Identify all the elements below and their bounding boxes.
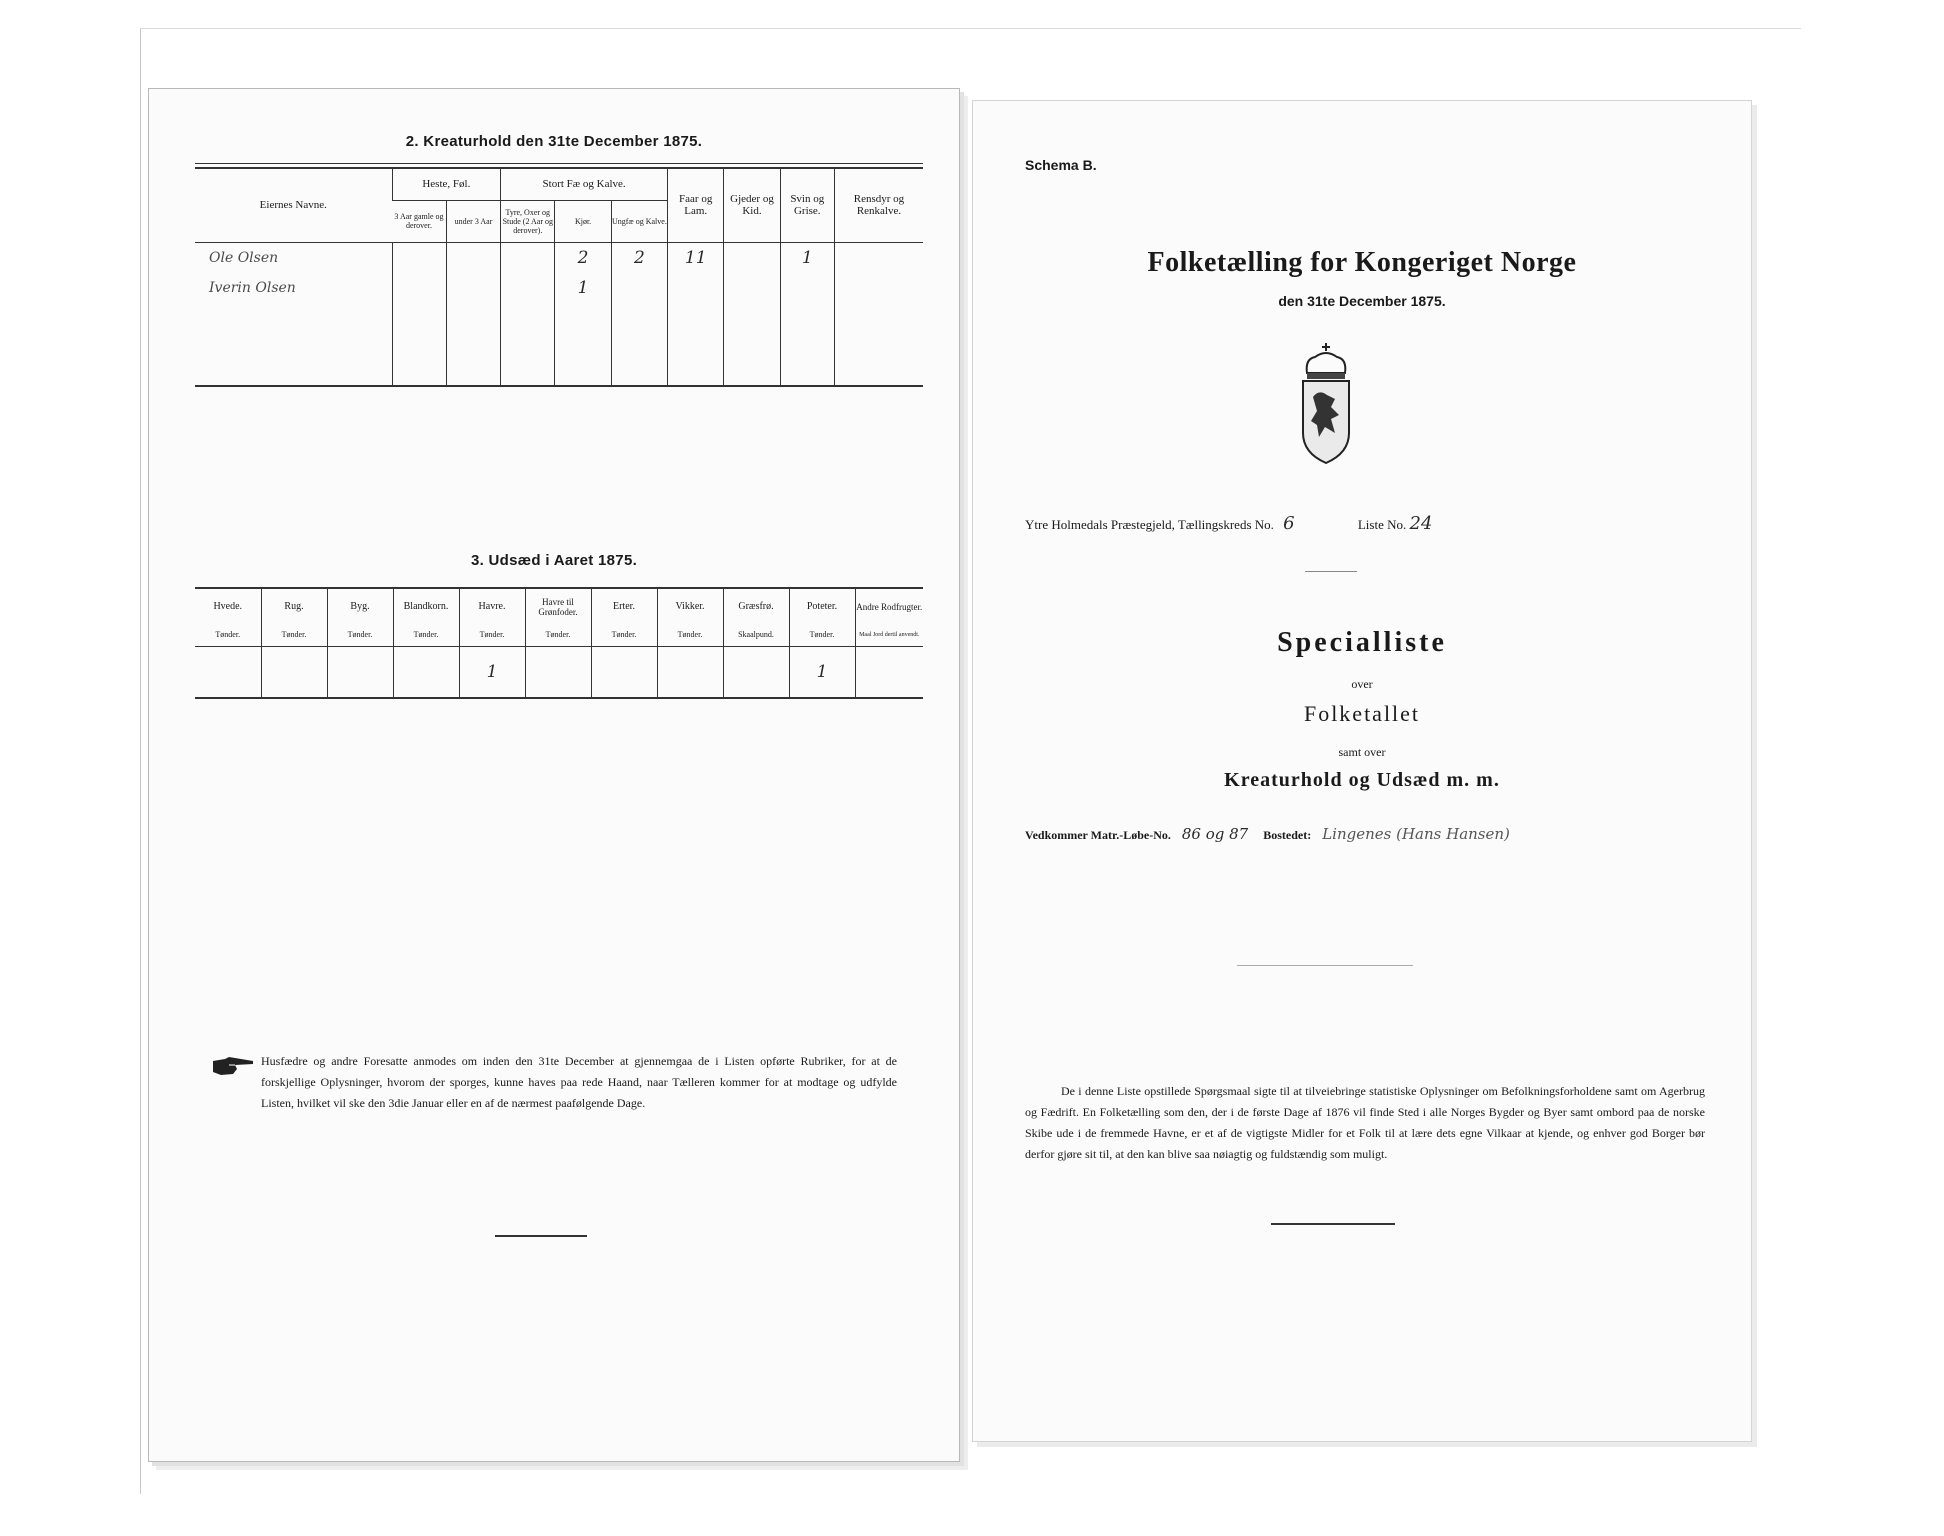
owner-name: Ole Olsen [209, 250, 279, 267]
left-page [148, 88, 960, 1462]
table-top-rule [195, 163, 923, 164]
bulls-header: Tyre, Oxer og Stude (2 Aar og derover). [501, 200, 555, 242]
horses-3yr-header: 3 Aar gamle og derover. [392, 200, 446, 242]
potatoes-header: Poteter. [789, 588, 855, 624]
livestock-seed-label: Kreaturhold og Udsæd m. m. [1224, 769, 1500, 791]
main-title: Folketælling for Kongeriget Norge [1147, 247, 1577, 278]
instruction-notice: Husfædre og andre Foresatte anmodes om inden den 31te December at gjennemgaa de i Listen opførte Rubriker, for at de forskjellige Oplysninger, hvorom der sporges, kunne haves paa rede Haand, naar Tælleren kommer for at modtage og udfylde Listen, hvilket vil ske den 3die Januar eller en af de nærmest paafølgende Dage. [261, 1054, 897, 1110]
also-over-label: samt over [1338, 745, 1386, 759]
unit-label: Tønder. [789, 624, 855, 646]
property-line [1025, 825, 1510, 843]
cell: 11 [668, 242, 724, 274]
cell [657, 646, 723, 698]
unit-label: Tønder. [261, 624, 327, 646]
list-label: Liste No. [1357, 517, 1407, 532]
unit-label: Tønder. [327, 624, 393, 646]
cell [834, 274, 923, 302]
reindeer-header: Rensdyr og Renkalve. [834, 168, 923, 242]
cell [392, 242, 446, 274]
oats-fodder-header: Havre til Grønfoder. [525, 588, 591, 624]
barley-header: Byg. [327, 588, 393, 624]
district-label: Ytre Holmedals Præstegjeld, Tællingskreds No. [1025, 517, 1274, 532]
cell [611, 274, 667, 302]
book-spine [962, 100, 968, 1450]
unit-label: Tønder. [393, 624, 459, 646]
unit-label: Skaalpund. [723, 624, 789, 646]
cell: 1 [789, 646, 855, 698]
cell [724, 242, 780, 274]
cell [446, 274, 500, 302]
cell [501, 242, 555, 274]
pigs-header: Svin og Grise. [780, 168, 834, 242]
cell [327, 646, 393, 698]
unit-label: Maal Jord dertil anvendt. [855, 624, 923, 646]
closing-rule [495, 1235, 587, 1237]
cell [261, 646, 327, 698]
divider [1305, 571, 1357, 572]
residence-value: Lingenes (Hans Hansen) [1322, 825, 1510, 843]
cell [525, 646, 591, 698]
unit-label: Tønder. [591, 624, 657, 646]
right-page [972, 100, 1752, 1442]
table-row [195, 330, 923, 358]
closing-rule [1271, 1223, 1395, 1225]
cell [668, 274, 724, 302]
cell [780, 274, 834, 302]
mixed-grain-header: Blandkorn. [393, 588, 459, 624]
rye-header: Rug. [261, 588, 327, 624]
cell [392, 274, 446, 302]
district-number: 6 [1283, 513, 1295, 534]
sheep-header: Faar og Lam. [668, 168, 724, 242]
divider [1237, 965, 1413, 966]
table-row [195, 242, 923, 274]
cell: 1 [459, 646, 525, 698]
cows-header: Kjør. [555, 200, 611, 242]
pointing-hand-icon [211, 1055, 255, 1077]
livestock-title: 2. Kreaturhold den 31te December 1875. [405, 133, 703, 150]
livestock-table [195, 167, 923, 387]
over-label: over [1351, 677, 1373, 691]
vetch-header: Vikker. [657, 588, 723, 624]
unit-label: Tønder. [657, 624, 723, 646]
seed-table [195, 587, 923, 699]
cell [195, 646, 261, 698]
owner-header: Eiernes Navne. [195, 168, 392, 242]
schema-label: Schema B. [1025, 157, 1097, 173]
residence-label: Bostedet: [1263, 828, 1312, 842]
intro-paragraph: De i denne Liste opstillede Spørgsmaal sigte til at tilveiebringe statistiske Oplysninger om Befolkningsforholdene samt om Agerbrug og Fædrift. En Folketælling som den, der i de første Dage af 1876 vil finde Sted i alle Norges Bygder og Byer samt ombord paa de norske Skibe ude i de fremmede Havne, er et af de vigtigste Midler for et Folk til at lære dets egne Vilkaar at kjende, og enhver god Borger bør derfor gjøre sit til, at den kan blive saa nøiagtig og fuldstændig som muligt. [1025, 1084, 1705, 1161]
cell: 1 [555, 274, 611, 302]
cell [446, 242, 500, 274]
goats-header: Gjeder og Kid. [724, 168, 780, 242]
horses-under3-header: under 3 Aar [446, 200, 500, 242]
wheat-header: Hvede. [213, 601, 243, 612]
cell: 2 [611, 242, 667, 274]
cell [834, 242, 923, 274]
cell [855, 646, 923, 698]
other-roots-header: Andre Rodfrugter. [855, 588, 923, 624]
table-row [195, 302, 923, 330]
grass-seed-header: Græsfrø. [723, 588, 789, 624]
horses-group-header: Heste, Føl. [392, 168, 501, 200]
unit-label: Tønder. [525, 624, 591, 646]
young-cattle-header: Ungfæ og Kalve. [611, 200, 667, 242]
cell [723, 646, 789, 698]
owner-name: Iverin Olsen [209, 280, 296, 296]
seed-title: 3. Udsæd i Aaret 1875. [470, 552, 638, 569]
population-label: Folketallet [1303, 701, 1421, 726]
cell [393, 646, 459, 698]
table-row [195, 358, 923, 386]
cell: 1 [780, 242, 834, 274]
special-list-title: Specialliste [1277, 627, 1447, 658]
list-number: 24 [1409, 513, 1433, 534]
cell: 2 [555, 242, 611, 274]
unit-label: Tønder. [195, 624, 261, 646]
unit-label: Tønder. [459, 624, 525, 646]
coat-of-arms-icon [1295, 341, 1357, 465]
table-row [195, 274, 923, 302]
cell [724, 274, 780, 302]
oats-header: Havre. [459, 588, 525, 624]
district-line [1025, 513, 1432, 534]
table-row [195, 646, 923, 698]
peas-header: Erter. [591, 588, 657, 624]
cell [501, 274, 555, 302]
main-subtitle: den 31te December 1875. [1278, 293, 1446, 309]
cell [591, 646, 657, 698]
matr-value: 86 og 87 [1181, 825, 1249, 843]
cattle-group-header: Stort Fæ og Kalve. [501, 168, 668, 200]
matr-label: Vedkommer Matr.-Løbe-No. [1025, 828, 1171, 842]
